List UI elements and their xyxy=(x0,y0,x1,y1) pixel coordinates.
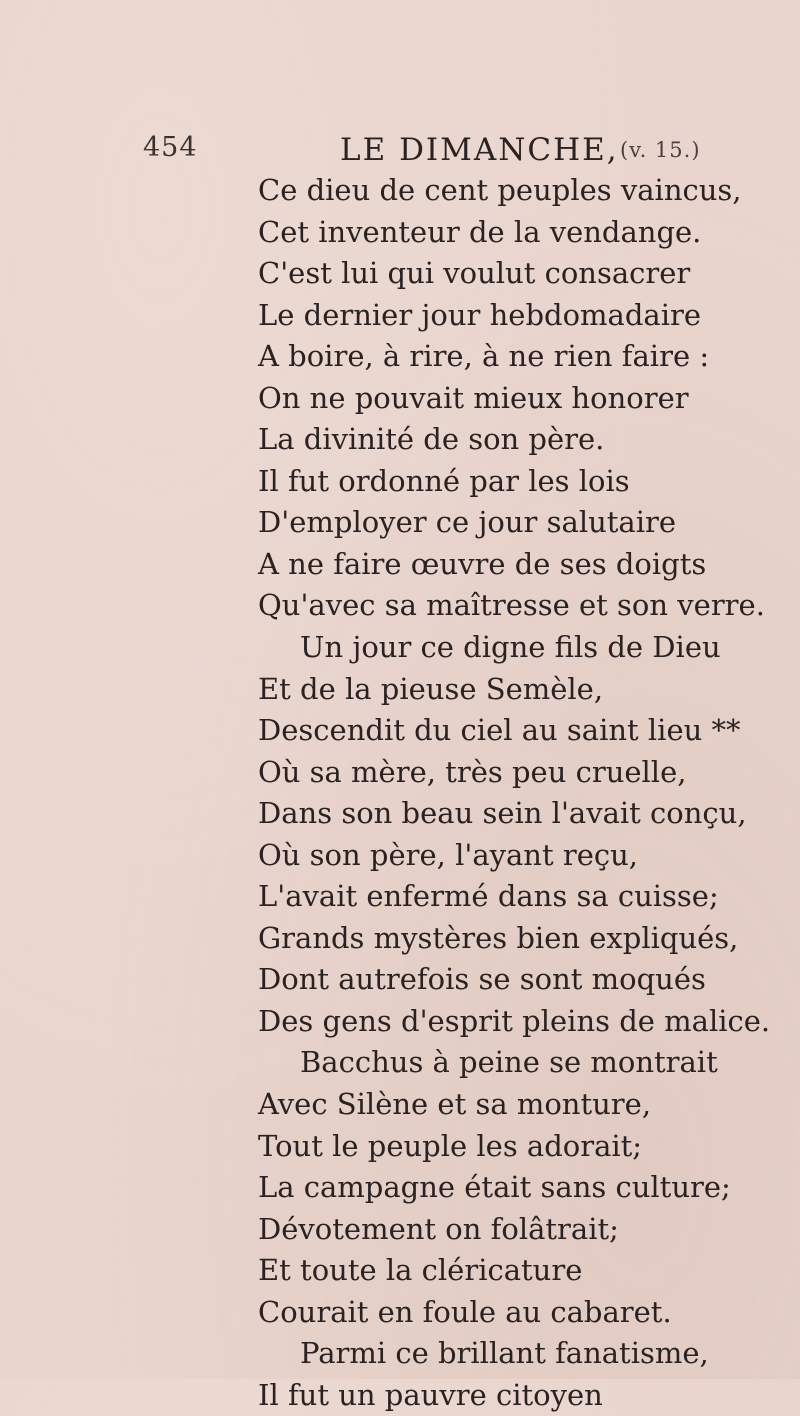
poem-line: Un jour ce digne fils de Dieu xyxy=(300,630,721,665)
poem-line: On ne pouvait mieux honorer xyxy=(258,380,689,415)
poem-line: Cet inventeur de la vendange. xyxy=(258,214,702,249)
poem-line: A boire, à rire, à ne rien faire : xyxy=(258,339,710,374)
poem-line: C'est lui qui voulut consacrer xyxy=(258,256,691,291)
poem-line: Tout le peuple les adorait; xyxy=(258,1128,643,1163)
poem-line: Bacchus à peine se montrait xyxy=(300,1045,718,1080)
poem-line: Où son père, l'ayant reçu, xyxy=(258,837,639,872)
poem-line: Ce dieu de cent peuples vaincus, xyxy=(258,173,742,207)
poem-line: Parmi ce brillant fanatisme, xyxy=(300,1336,709,1371)
page-header xyxy=(0,132,800,172)
poem-line: Dévotement on folâtrait; xyxy=(258,1211,619,1246)
poem-line: D'employer ce jour salutaire xyxy=(258,505,677,540)
poem-line: Il fut ordonné par les lois xyxy=(258,463,630,498)
poem-line: Où sa mère, très peu cruelle, xyxy=(258,754,687,789)
poem-line: Grands mystères bien expliqués, xyxy=(258,920,739,955)
poem-line: La divinité de son père. xyxy=(258,422,605,457)
poem-line: Descendit du ciel au saint lieu ** xyxy=(258,713,741,748)
poem-line: Courait en foule au cabaret. xyxy=(258,1294,672,1329)
poem-line: Il fut un pauvre citoyen xyxy=(258,1377,603,1412)
poem-line: A ne faire œuvre de ses doigts xyxy=(258,546,707,581)
poem-line: Et de la pieuse Semèle, xyxy=(258,671,604,706)
poem-line: Et toute la cléricature xyxy=(258,1253,583,1288)
running-title: LE DIMANCHE, xyxy=(340,132,619,168)
poem-body xyxy=(258,170,778,1416)
poem-line: La campagne était sans culture; xyxy=(258,1170,731,1205)
poem-line: L'avait enfermé dans sa cuisse; xyxy=(258,879,719,914)
poem-line: Qu'avec sa maîtresse et son verre. xyxy=(258,588,765,623)
poem-line: Des gens d'esprit pleins de malice. xyxy=(258,1003,771,1038)
poem-line: Le dernier jour hebdomadaire xyxy=(258,297,702,332)
poem-line: Avec Silène et sa monture, xyxy=(258,1087,652,1122)
poem-line: Dans son beau sein l'avait conçu, xyxy=(258,796,747,831)
page-number: 454 xyxy=(143,132,198,163)
poem-line: Dont autrefois se sont moqués xyxy=(258,962,706,997)
verse-reference: (v. 15.) xyxy=(620,138,701,162)
